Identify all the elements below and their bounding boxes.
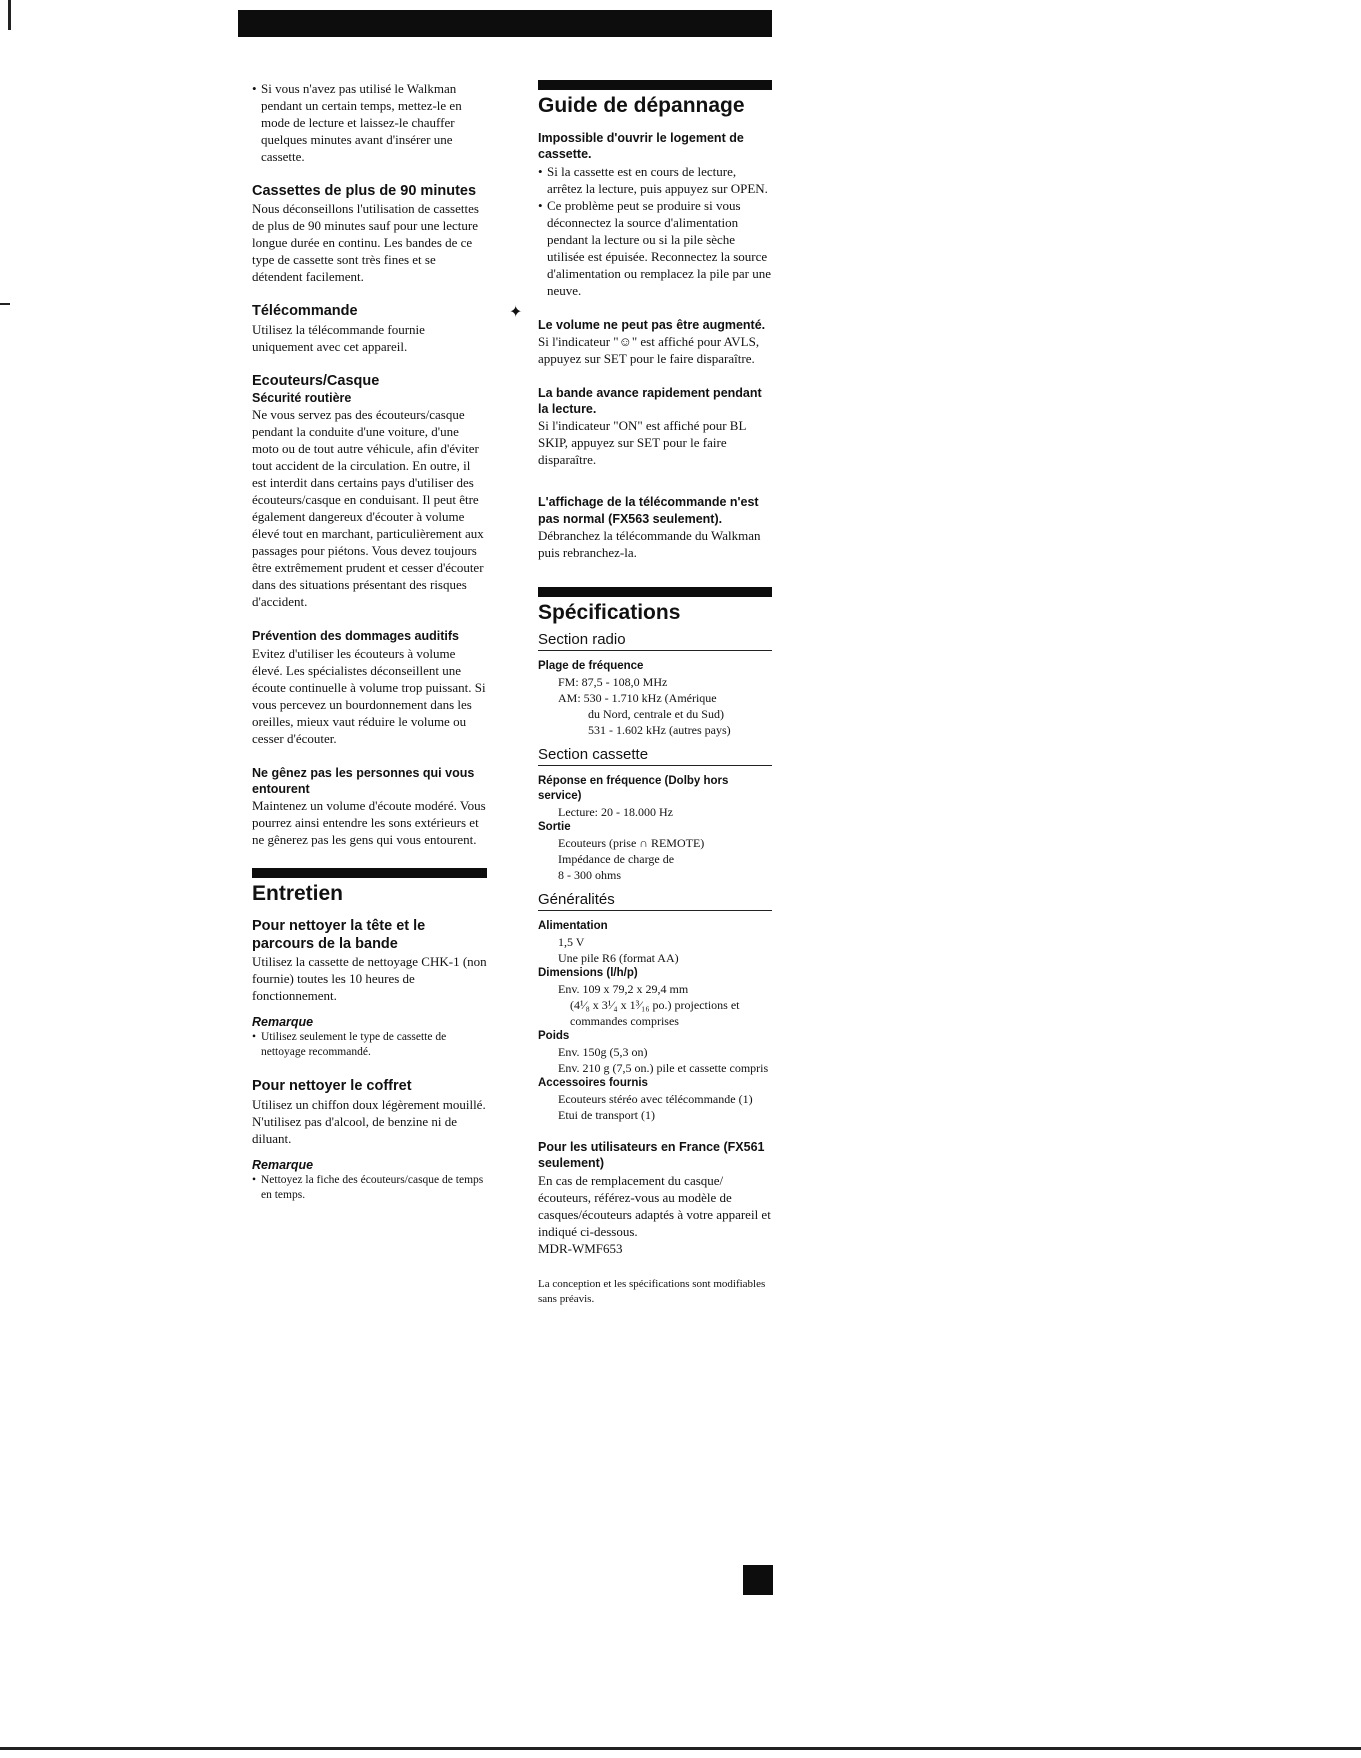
q1-title: Impossible d'ouvrir le logement de cassette. [538, 131, 744, 162]
reponse-label: Réponse en fréquence (Dolby hors service) [538, 775, 729, 803]
plage-am-3: 531 - 1.602 kHz (autres pays) [588, 723, 731, 738]
plage-label: Plage de fréquence [538, 660, 644, 673]
guide-bar [538, 80, 772, 90]
q3-text: Si l'indicateur "ON" est affiché pour BL SKIP, appuyez sur SET pour le faire disparaître. [538, 418, 746, 468]
nettoyer-tete-title: Pour nettoyer la tête et le parcours de la bande [252, 918, 426, 952]
alim-label: Alimentation [538, 920, 608, 933]
genez-section [252, 765, 487, 849]
q4-title: L'affichage de la télécommande n'est pas normal (FX563 seulement). [538, 495, 759, 526]
ecouteurs-section [252, 373, 487, 611]
q4-text: Débranchez la télécommande du Walkman puis rebranchez-la. [538, 527, 761, 560]
poids-label: Poids [538, 1030, 570, 1043]
acc-val-2: Etui de transport (1) [558, 1108, 655, 1123]
q3-section [538, 385, 772, 469]
alim-val-2: Une pile R6 (format AA) [558, 951, 679, 966]
securite-title: Sécurité routière [252, 391, 352, 406]
sortie-val-2: Impédance de charge de [558, 852, 675, 867]
france-model: MDR-WMF653 [538, 1240, 623, 1256]
spec-heading: Spécifications [538, 600, 681, 624]
registration-arrow-icon: ✦ [509, 302, 523, 321]
dim-val-2: (4¹⁄₈ x 3¹⁄₄ x 1³⁄₁₆ po.) projections et commandes comprises [570, 998, 740, 1029]
france-text: En cas de remplacement du casque/écouteurs, référez-vous au modèle de casques/écouteurs adaptés à votre appareil et indiqué ci-dessous. [538, 1172, 771, 1239]
q2-title: Le volume ne peut pas être augmenté. [538, 317, 766, 332]
plage-am: AM: 530 - 1.710 kHz (Amérique [558, 691, 717, 706]
q2-text: Si l'indicateur "☺" est affiché pour AVLS, appuyez sur SET pour le faire disparaître. [538, 333, 760, 366]
entretien-bar [252, 868, 487, 878]
q3-title: La bande avance rapidement pendant la lecture. [538, 385, 762, 417]
nettoyer-tete-text: Utilisez la cassette de nettoyage CHK-1 (non fournie) toutes les 10 heures de fonctionnement. [252, 954, 487, 1004]
footer-note: La conception et les spécifications sont modifiables sans préavis. [538, 1277, 766, 1305]
plage-fm: FM: 87,5 - 108,0 MHz [558, 675, 668, 690]
q1-section [538, 130, 772, 299]
securite-text: Ne vous servez pas des écouteurs/casque pendant la conduite d'une voiture, d'une moto ou de tout autre véhicule, afin d'éviter tout accident de la circulation. En outre, il est interdit dans certains pays d'utiliser des écouteurs/casque en conduisant. Il peut être également dangereux d'écouter à volume élevé tout en marchant, particulièrement aux passages pour piétons. Vous devez toujours être extrêmement prudent et cesser d'écouter dans des situations présentant des risques d'accident. [252, 407, 484, 610]
dim-val-1: Env. 109 x 79,2 x 29,4 mm [558, 982, 689, 997]
right-column [538, 80, 772, 1307]
plage-am-2: du Nord, centrale et du Sud) [588, 707, 724, 722]
acc-label: Accessoires fournis [538, 1077, 648, 1090]
france-section [538, 1139, 772, 1257]
prevention-title: Prévention des dommages auditifs [252, 629, 459, 644]
cassettes-section [252, 183, 487, 285]
remarque2-bullet: • Nettoyez la fiche des écouteurs/casque de temps en temps. [252, 1173, 484, 1201]
q4-section [538, 494, 772, 561]
poids-val-1: Env. 150g (5,3 on) [558, 1045, 648, 1060]
header-bar [238, 10, 772, 37]
bottom-edge-line [0, 1747, 1361, 1750]
cassette-section-title: Section cassette [538, 746, 772, 766]
remarque1-title: Remarque [252, 1015, 314, 1030]
poids-val-2: Env. 210 g (7,5 on.) pile et cassette compris [558, 1061, 769, 1076]
reponse-val: Lecture: 20 - 18.000 Hz [558, 805, 673, 820]
left-column [252, 80, 487, 1221]
registration-square [743, 1565, 773, 1595]
remarque2-title: Remarque [252, 1157, 314, 1172]
q1-bullet-2: • Ce problème peut se produire si vous déconnectez la source d'alimentation pendant la lecture ou si la pile sèche utilisée est épuisée. Reconnectez la source d'alimentation ou remplacez la pile par une neuve. [538, 197, 771, 298]
genez-title: Ne gênez pas les personnes qui vous entourent [252, 765, 475, 796]
margin-tick-mark [0, 303, 10, 305]
prevention-section [252, 628, 487, 746]
nettoyer-tete-section [252, 918, 487, 1060]
acc-val-1: Ecouteurs stéréo avec télécommande (1) [558, 1092, 753, 1107]
q1-bullet-1: • Si la cassette est en cours de lecture, arrêtez la lecture, puis appuyez sur OPEN. [538, 163, 768, 196]
guide-heading: Guide de dépannage [538, 94, 745, 117]
cassettes-text: Nous déconseillons l'utilisation de cassettes de plus de 90 minutes sauf pour une lecture longue durée en continu. Les bandes de ce type de cassette sont très fines et se détendent facilement. [252, 201, 479, 285]
remarque1-bullet: • Utilisez seulement le type de cassette de nettoyage recommandé. [252, 1031, 447, 1059]
telecommande-text: Utilisez la télécommande fournie uniquement avec cet appareil. [252, 321, 425, 354]
prevention-text: Evitez d'utiliser les écouteurs à volume élevé. Les spécialistes déconseillent une écoute continuelle à volume trop puissant. Si vous percevez un bourdonnement dans les oreilles, mieux vaut réduire le volume ou cesser d'écouter. [252, 645, 486, 746]
ecouteurs-title: Ecouteurs/Casque [252, 372, 380, 389]
sortie-label: Sortie [538, 821, 571, 834]
telecommande-section [252, 303, 487, 354]
coffret-title: Pour nettoyer le coffret [252, 1078, 412, 1095]
general-section-title: Généralités [538, 891, 772, 911]
sortie-val-3: 8 - 300 ohms [558, 868, 621, 883]
cassettes-title: Cassettes de plus de 90 minutes [252, 183, 477, 199]
entretien-heading: Entretien [252, 882, 344, 906]
alim-val-1: 1,5 V [558, 935, 585, 950]
coffret-text: Utilisez un chiffon doux légèrement mouillé. N'utilisez pas d'alcool, de benzine ni de diluant. [252, 1096, 486, 1146]
telecommande-title: Télécommande [252, 303, 358, 320]
spec-bar [538, 587, 772, 597]
genez-text: Maintenez un volume d'écoute modéré. Vous pourrez ainsi entendre les sons extérieurs et ne gênerez pas les gens qui vous entourent. [252, 798, 486, 848]
radio-section-title: Section radio [538, 631, 772, 651]
corner-crop-mark [8, 0, 11, 30]
france-title: Pour les utilisateurs en France (FX561 seulement) [538, 1140, 765, 1171]
sortie-val-1: Ecouteurs (prise ∩ REMOTE) [558, 836, 705, 851]
q2-section [538, 317, 772, 367]
intro-bullet: • Si vous n'avez pas utilisé le Walkman pendant un certain temps, mettez-le en mode de lecture et laissez-le chauffer quelques minutes avant d'insérer une cassette. [252, 81, 462, 164]
coffret-section [252, 1078, 487, 1203]
dim-label: Dimensions (l/h/p) [538, 967, 638, 980]
